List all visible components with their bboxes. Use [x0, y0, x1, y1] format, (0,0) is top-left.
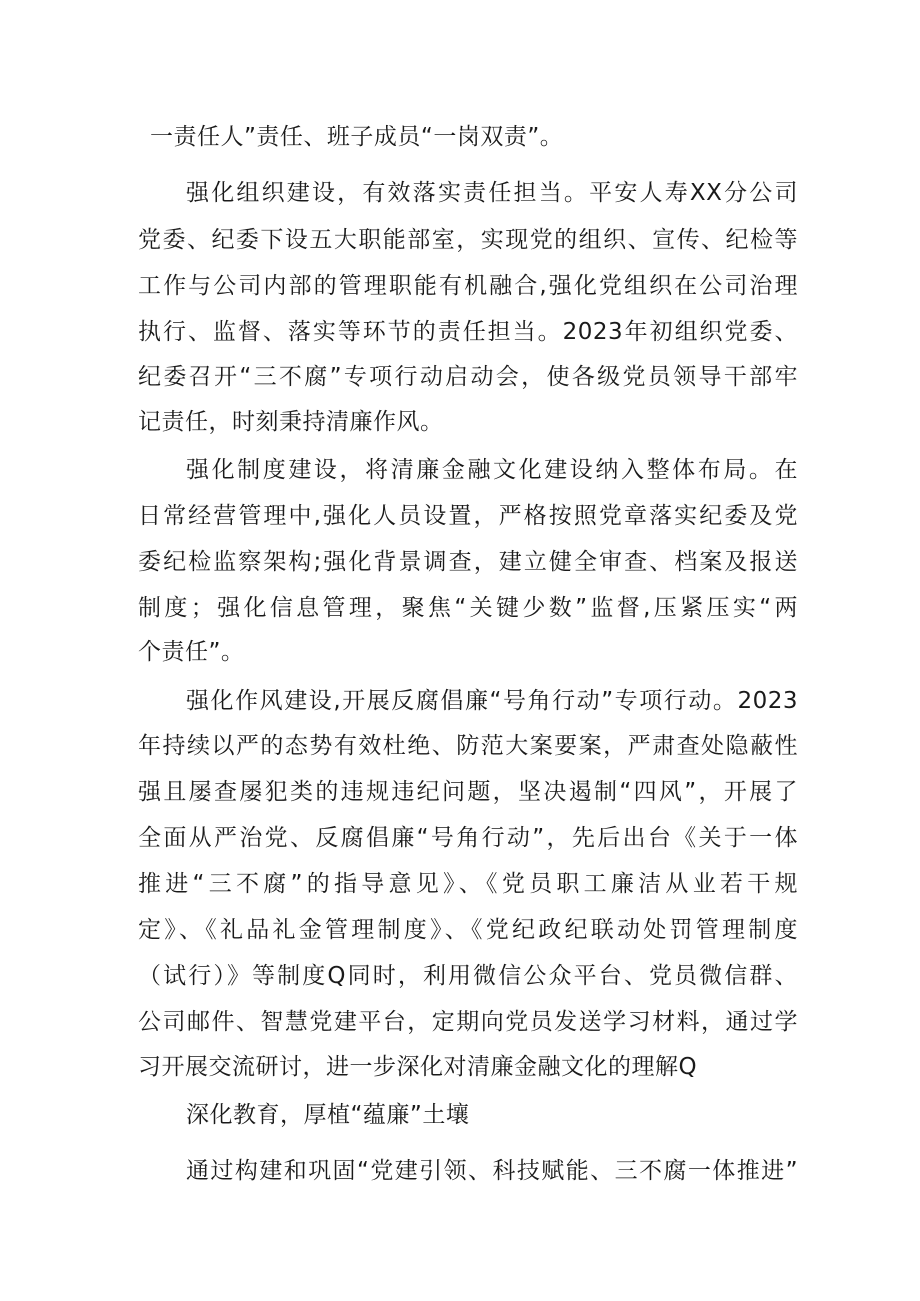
text-line: 强化作风建设,开展反腐倡廉“号角行动”专项行动。2023	[186, 688, 798, 714]
text-line: 纪委召开“三不腐”专项行动启动会，使各级党员领导干部牢	[138, 364, 798, 390]
text-line: 推进“三不腐”的指导意见》、《党员职工廉洁从业若干规	[138, 871, 798, 897]
text-line: 定》、《礼品礼金管理制度》、《党纪政纪联动处罚管理制度	[138, 917, 798, 943]
text-line: 党委、纪委下设五大职能部室，实现党的组织、宣传、纪检等	[138, 227, 798, 253]
text-line: 强且屡查屡犯类的违规违纪问题，坚决遏制“四风”，开展了	[138, 779, 798, 805]
section-heading: 深化教育，厚植“蕴廉”土壤	[186, 1102, 470, 1128]
text-line: 制度；强化信息管理，聚焦“关键少数”监督,压紧压实“两	[138, 595, 798, 621]
text-line: 记责任，时刻秉持清廉作风。	[138, 409, 444, 435]
text-line: 公司邮件、智慧党建平台，定期向党员发送学习材料，通过学	[138, 1009, 798, 1035]
text-line: 全面从严治党、反腐倡廉“号角行动”，先后出台《关于一体	[138, 825, 798, 851]
text-line: 强化组织建设，有效落实责任担当。平安人寿XX分公司	[186, 180, 798, 206]
text-line: 执行、监督、落实等环节的责任担当。2023年初组织党委、	[138, 319, 798, 345]
text-line: 委纪检监察架构;强化背景调查，建立健全审查、档案及报送	[138, 549, 798, 575]
text-line: 强化制度建设，将清廉金融文化建设纳入整体布局。在	[186, 457, 798, 483]
text-line: 日常经营管理中,强化人员设置，严格按照党章落实纪委及党	[138, 503, 798, 529]
text-line: 年持续以严的态势有效杜绝、防范大案要案，严肃查处隐蔽性	[138, 733, 798, 759]
text-line: 习开展交流研讨，进一步深化对清廉金融文化的理解Q	[138, 1054, 698, 1080]
text-line: 工作与公司内部的管理职能有机融合,强化党组织在公司治理	[138, 273, 798, 299]
text-line: （试行）》等制度Q同时，利用微信公众平台、党员微信群、	[138, 963, 798, 989]
text-line: 一责任人”责任、班子成员“一岗双责”。	[150, 124, 564, 150]
text-line: 通过构建和巩固“党建引领、科技赋能、三不腐一体推进”	[186, 1158, 798, 1184]
text-line: 个责任”。	[138, 639, 245, 665]
